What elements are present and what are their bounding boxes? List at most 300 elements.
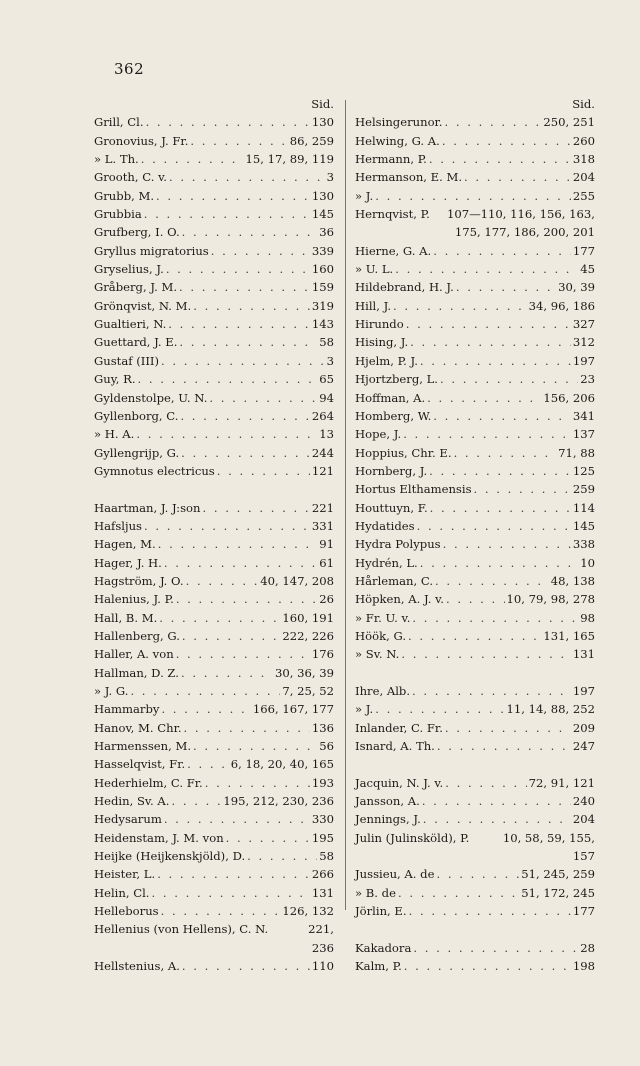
entry-pages: 130: [311, 115, 334, 130]
entry-name: Hårleman, C.: [355, 573, 434, 588]
entry-pages: 114: [572, 500, 595, 515]
entry-name: Gustaf (III): [94, 353, 160, 368]
dot-leader: [437, 737, 571, 755]
entry-pages: 198: [572, 959, 595, 974]
dot-leader: [144, 205, 310, 223]
index-entry: [94, 572, 334, 590]
entry-name: Haller, A. von: [94, 647, 174, 662]
index-entry: [355, 645, 595, 663]
entry-pages: 91: [319, 537, 334, 552]
index-entry: [355, 205, 595, 223]
entry-pages: 177: [572, 904, 595, 919]
column-divider: [345, 100, 346, 910]
entry-name: Grubb, M.: [94, 188, 155, 203]
dot-leader: [410, 333, 571, 351]
entry-name: Hising, J.: [355, 335, 409, 350]
entry-name: Helin, Cl.: [94, 885, 150, 900]
entry-name: Hermanson, E. M.: [355, 170, 463, 185]
entry-pages: 264: [311, 408, 334, 423]
entry-name: Julin (Julinsköld), P.: [355, 830, 470, 845]
dot-leader: [156, 187, 310, 205]
dot-leader: [445, 113, 542, 131]
entry-name: » L. Th.: [94, 152, 139, 167]
entry-name: Hill, J.: [355, 298, 392, 313]
entry-pages: 98: [580, 610, 595, 625]
dot-leader: [393, 297, 527, 315]
index-entry: [94, 462, 334, 480]
entry-pages: 159: [311, 280, 334, 295]
dot-leader: [395, 260, 578, 278]
dot-leader: [398, 884, 519, 902]
entry-name: Hierne, G. A.: [355, 243, 432, 258]
index-entry: [94, 920, 334, 938]
index-entry: [355, 315, 595, 333]
entry-pages: 221,: [308, 922, 334, 937]
entry-pages: 175, 177, 186, 200, 201: [454, 225, 595, 240]
entry-pages: 10, 58, 59, 155,: [502, 830, 595, 845]
entry-pages: 204: [572, 812, 595, 827]
entry-name: Höpken, A. J. v.: [355, 592, 444, 607]
entry-name: Grooth, C. v.: [94, 170, 167, 185]
dot-leader: [166, 260, 310, 278]
index-entry: [94, 902, 334, 920]
entry-pages: 197: [572, 684, 595, 698]
entry-pages: 13: [319, 427, 334, 442]
dot-leader: [176, 645, 310, 663]
entry-name: Hellstenius, A.: [94, 959, 180, 974]
entry-name: Hagström, J. O.: [94, 573, 184, 588]
index-entry: [355, 572, 595, 590]
index-entry: [94, 884, 334, 902]
dot-leader: [429, 150, 571, 168]
index-entry: [94, 297, 334, 315]
index-entry: [94, 389, 334, 407]
index-entry: [94, 499, 334, 517]
entry-name: Jansson, A.: [355, 794, 420, 809]
index-entry: [355, 333, 595, 351]
entry-pages: 195: [311, 830, 334, 845]
entry-pages: 160: [311, 262, 334, 277]
entry-pages: 236: [311, 940, 334, 955]
dot-leader: [179, 333, 317, 351]
dot-leader: [409, 902, 571, 920]
dot-leader: [146, 113, 310, 131]
dot-leader: [157, 865, 310, 883]
entry-name: Hydra Polypus: [355, 537, 441, 552]
entry-name: Hagen, M.: [94, 537, 156, 552]
entry-pages: 58: [319, 849, 334, 864]
entry-name: Inlander, C. Fr.: [355, 720, 443, 735]
dot-leader: [164, 810, 310, 828]
dot-leader: [187, 755, 229, 773]
index-entry: [355, 939, 595, 957]
entry-pages: 86, 259: [289, 133, 334, 148]
entry-pages: 266: [311, 867, 334, 882]
dot-leader: [406, 315, 571, 333]
dot-leader: [247, 847, 317, 865]
entry-name: Hellenius (von Hellens), C. N.: [94, 922, 269, 937]
entry-name: Kalm, P.: [355, 959, 402, 974]
entry-name: Ihre, Alb.: [355, 684, 411, 698]
dot-leader: [408, 627, 541, 645]
dot-leader: [433, 407, 571, 425]
entry-pages: 130: [311, 188, 334, 203]
entry-pages: 131, 165: [543, 628, 595, 643]
entry-name: Helwing, G. A.: [355, 133, 440, 148]
index-entry: [355, 792, 595, 810]
dot-leader: [184, 719, 310, 737]
entry-name: Heister, L.: [94, 867, 156, 882]
entry-pages: 34, 96, 186: [528, 298, 595, 313]
entry-name: Gyllengrijp, G.: [94, 445, 180, 460]
section-gap: [355, 920, 595, 938]
entry-pages: 136: [311, 720, 334, 735]
index-entry: [355, 480, 595, 498]
index-entry: [355, 187, 595, 205]
dot-leader: [130, 682, 280, 700]
index-entry: [94, 223, 334, 241]
dot-leader: [445, 774, 526, 792]
entry-name: Gronovius, J. Fr.: [94, 133, 189, 148]
entry-pages: 121: [311, 463, 334, 478]
entry-name: Hammarby: [94, 702, 160, 717]
entry-name: Grönqvist, N. M.: [94, 298, 192, 313]
entry-pages: 7, 25, 52: [282, 684, 334, 698]
index-entry: [355, 700, 595, 718]
entry-pages: 339: [311, 243, 334, 258]
entry-name: » B. de: [355, 885, 396, 900]
entry-pages: 145: [572, 518, 595, 533]
entry-pages: 61: [319, 555, 334, 570]
entry-name: » J.: [355, 188, 374, 203]
entry-name: Gualtieri, N.: [94, 317, 167, 332]
entry-pages: 330: [311, 812, 334, 827]
entry-pages: 137: [572, 427, 595, 442]
dot-leader: [456, 278, 556, 296]
entry-pages: 3: [326, 170, 334, 185]
index-entry: [355, 682, 595, 700]
index-entry: [94, 700, 334, 718]
entry-name: Jörlin, E.: [355, 904, 407, 919]
index-entry: [355, 829, 595, 847]
index-entry: [355, 168, 595, 186]
entry-name: Hjortzberg, L.: [355, 372, 438, 387]
index-entry: [355, 389, 595, 407]
dot-leader: [422, 792, 571, 810]
column-header: Sid.: [311, 97, 334, 111]
dot-leader: [217, 462, 310, 480]
entry-pages: 331: [311, 518, 334, 533]
entry-pages: 255: [572, 188, 595, 203]
entry-pages: 319: [311, 298, 334, 313]
index-entry-continuation: [355, 223, 595, 241]
entry-pages: 145: [311, 207, 334, 222]
index-entry: [94, 829, 334, 847]
entry-name: Helleborus: [94, 904, 159, 919]
dot-leader: [427, 389, 541, 407]
entry-name: Jussieu, A. de: [355, 867, 435, 882]
entry-name: Jacquin, N. J. v.: [355, 775, 444, 790]
dot-leader: [446, 590, 505, 608]
dot-leader: [141, 150, 244, 168]
index-entry: [94, 278, 334, 296]
entry-name: Hydatides: [355, 518, 415, 533]
index-entry: [94, 810, 334, 828]
dot-leader: [181, 444, 310, 462]
dot-leader: [144, 517, 310, 535]
dot-leader: [171, 792, 221, 810]
index-entry: [94, 755, 334, 773]
entry-name: Hederhielm, C. Fr.: [94, 775, 203, 790]
entry-name: Hafsljus: [94, 518, 142, 533]
dot-leader: [412, 682, 571, 700]
index-entry: [355, 113, 595, 131]
index-entry: [94, 187, 334, 205]
entry-name: Gyllenborg, C.: [94, 408, 179, 423]
dot-leader: [182, 627, 280, 645]
column-header: Sid.: [572, 97, 595, 111]
index-entry: [94, 737, 334, 755]
index-entry: [355, 517, 595, 535]
dot-leader: [193, 297, 310, 315]
dot-leader: [202, 499, 309, 517]
entry-pages: 240: [572, 794, 595, 809]
entry-name: Hager, J. H.: [94, 555, 162, 570]
entry-name: Hall, B. M.: [94, 610, 158, 625]
index-entry: [355, 242, 595, 260]
entry-pages: 177: [572, 243, 595, 258]
entry-pages: 45: [580, 262, 595, 277]
index-entry: [355, 444, 595, 462]
entry-name: Hernqvist, P.: [355, 207, 430, 222]
index-column-left: [94, 95, 334, 976]
entry-pages: 51, 245, 259: [521, 867, 595, 882]
index-entry: [355, 590, 595, 608]
index-entry: [355, 810, 595, 828]
dot-leader: [138, 370, 318, 388]
entry-name: Hoppius, Chr. E.: [355, 445, 452, 460]
entry-name: Hasselqvist, Fr.: [94, 757, 186, 772]
dot-leader: [161, 352, 325, 370]
index-entry: [94, 664, 334, 682]
index-entry: [355, 554, 595, 572]
index-entry: [355, 737, 595, 755]
index-column-right: [355, 95, 595, 976]
entry-pages: 40, 147, 208: [260, 573, 334, 588]
index-entry: [94, 957, 334, 975]
dot-leader: [417, 517, 571, 535]
entry-name: Hornberg, J.: [355, 463, 428, 478]
index-entry: [355, 352, 595, 370]
entry-name: Höök, G.: [355, 628, 406, 643]
dot-leader: [152, 884, 310, 902]
dot-leader: [205, 774, 310, 792]
entry-name: Hjelm, P. J.: [355, 353, 418, 368]
entry-pages: 15, 17, 89, 119: [245, 152, 334, 167]
entry-name: Homberg, W.: [355, 408, 432, 423]
index-entry: [94, 352, 334, 370]
dot-leader: [375, 187, 571, 205]
entry-pages: 110: [311, 959, 334, 974]
dot-leader: [433, 242, 571, 260]
index-entry-continuation: [94, 939, 334, 957]
index-entry: [355, 609, 595, 627]
section-gap: [355, 755, 595, 773]
entry-pages: 3: [326, 353, 334, 368]
dot-leader: [209, 389, 317, 407]
index-entry: [355, 902, 595, 920]
index-entry: [355, 260, 595, 278]
entry-pages: 193: [311, 775, 334, 790]
entry-pages: 125: [572, 463, 595, 478]
dot-leader: [168, 315, 310, 333]
entry-pages: 107—110, 116, 156, 163,: [446, 207, 595, 222]
index-entry: [355, 957, 595, 975]
dot-leader: [442, 132, 571, 150]
entry-name: Hedysarum: [94, 812, 162, 827]
index-entry: [94, 407, 334, 425]
entry-pages: 30, 36, 39: [275, 665, 334, 680]
entry-name: Hermann, P.: [355, 152, 427, 167]
index-entry: [94, 627, 334, 645]
index-entry: [94, 535, 334, 553]
page-number: 362: [114, 60, 145, 78]
index-entry: [94, 719, 334, 737]
dot-leader: [211, 242, 310, 260]
entry-pages: 10: [580, 555, 595, 570]
entry-pages: 221: [311, 500, 334, 515]
entry-pages: 160, 191: [282, 610, 334, 625]
entry-name: Halenius, J. P.: [94, 592, 174, 607]
index-entry: [94, 682, 334, 700]
entry-pages: 26: [319, 592, 334, 607]
index-entry: [94, 444, 334, 462]
entry-name: Hanov, M. Chr.: [94, 720, 182, 735]
entry-name: Heijke (Heijkenskjöld), D.: [94, 849, 246, 864]
section-gap: [355, 664, 595, 682]
entry-name: Gyldenstolpe, U. N.: [94, 390, 208, 405]
entry-name: Hallman, D. Z.: [94, 665, 179, 680]
entry-name: Gryselius, J.: [94, 262, 164, 277]
index-entry-continuation: [355, 847, 595, 865]
index-entry: [94, 150, 334, 168]
section-gap: [94, 480, 334, 498]
entry-pages: 222, 226: [282, 628, 334, 643]
dot-leader: [161, 700, 250, 718]
entry-name: Hedin, Sv. A.: [94, 794, 170, 809]
entry-name: Grill, Cl.: [94, 115, 144, 130]
entry-pages: 166, 167, 177: [252, 702, 334, 717]
index-entry: [355, 297, 595, 315]
index-entry: [94, 425, 334, 443]
dot-leader: [375, 700, 504, 718]
index-entry: [355, 884, 595, 902]
entry-pages: 131: [572, 647, 595, 662]
entry-pages: 204: [572, 170, 595, 185]
entry-pages: 143: [311, 317, 334, 332]
index-entry: [94, 645, 334, 663]
entry-name: Hope, J.: [355, 427, 402, 442]
entry-name: Grubbia: [94, 207, 142, 222]
index-entry: [355, 774, 595, 792]
entry-pages: 58: [319, 335, 334, 350]
entry-pages: 244: [311, 445, 334, 460]
entry-name: Hydrén, L.: [355, 555, 418, 570]
dot-leader: [454, 444, 557, 462]
entry-name: » Fr. U. v.: [355, 610, 411, 625]
entry-name: » J. G.: [94, 684, 129, 698]
index-entry: [94, 609, 334, 627]
entry-name: » Sv. N.: [355, 647, 400, 662]
index-entry: [355, 278, 595, 296]
entry-pages: 94: [319, 390, 334, 405]
index-entry: [94, 168, 334, 186]
index-entry: [355, 462, 595, 480]
entry-pages: 341: [572, 408, 595, 423]
index-entry: [94, 554, 334, 572]
entry-name: Heidenstam, J. M. von: [94, 830, 224, 845]
dot-leader: [176, 590, 317, 608]
dot-leader: [413, 939, 578, 957]
entry-pages: 10, 79, 98, 278: [506, 592, 595, 607]
entry-pages: 65: [319, 372, 334, 387]
entry-name: Hirundo: [355, 317, 404, 332]
entry-pages: 318: [572, 152, 595, 167]
entry-name: Hildebrand, H. J.: [355, 280, 454, 295]
dot-leader: [445, 719, 571, 737]
dot-leader: [159, 609, 280, 627]
entry-name: Jennings, J.: [355, 812, 421, 827]
entry-name: Hoffman, A.: [355, 390, 426, 405]
entry-pages: 250, 251: [543, 115, 595, 130]
entry-pages: 259: [572, 482, 595, 497]
dot-leader: [190, 132, 287, 150]
dot-leader: [436, 865, 519, 883]
index-entry: [355, 370, 595, 388]
dot-leader: [443, 535, 571, 553]
dot-leader: [226, 829, 310, 847]
index-entry: [94, 113, 334, 131]
index-entry: [94, 132, 334, 150]
entry-pages: 56: [319, 739, 334, 754]
index-entry: [355, 407, 595, 425]
entry-name: Gråberg, J. M.: [94, 280, 178, 295]
dot-leader: [440, 370, 578, 388]
entry-pages: 6, 18, 20, 40, 165: [230, 757, 334, 772]
index-entry: [355, 132, 595, 150]
entry-pages: 338: [572, 537, 595, 552]
entry-name: Guy, R.: [94, 372, 136, 387]
dot-leader: [404, 957, 571, 975]
entry-pages: 209: [572, 720, 595, 735]
dot-leader: [420, 554, 579, 572]
index-entry: [94, 205, 334, 223]
entry-pages: 126, 132: [282, 904, 334, 919]
index-entry: [94, 792, 334, 810]
dot-leader: [164, 554, 317, 572]
entry-name: Harmenssen, M.: [94, 739, 192, 754]
index-entry: [355, 865, 595, 883]
index-entry: [355, 719, 595, 737]
dot-leader: [403, 425, 571, 443]
entry-pages: 28: [580, 940, 595, 955]
entry-name: » U. L.: [355, 262, 394, 277]
dot-leader: [136, 425, 317, 443]
entry-pages: 72, 91, 121: [528, 775, 595, 790]
entry-name: » J.: [355, 702, 374, 717]
index-entry: [94, 590, 334, 608]
entry-name: Guettard, J. E.: [94, 335, 178, 350]
